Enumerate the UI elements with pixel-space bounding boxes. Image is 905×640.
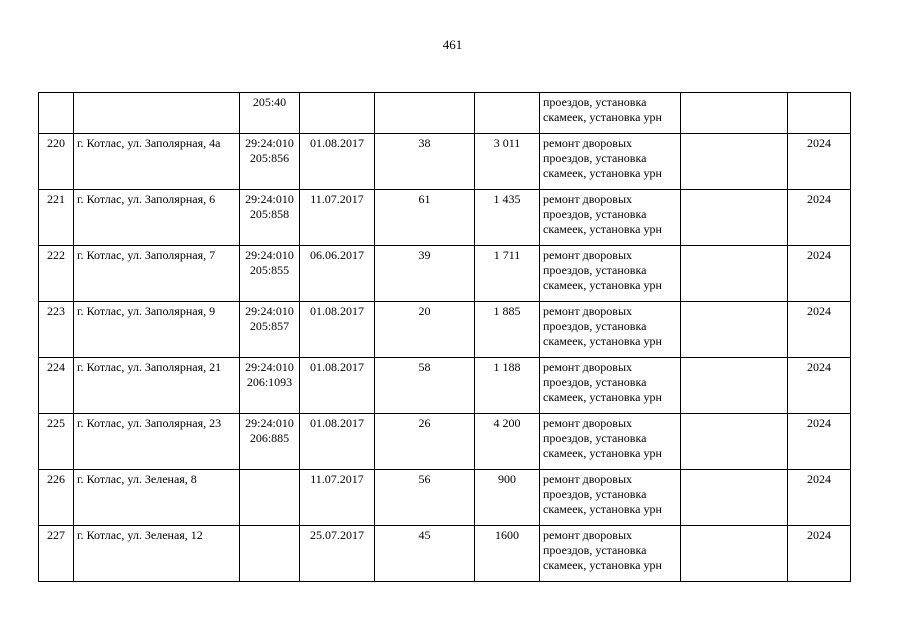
table-body <box>39 93 851 582</box>
cell-date <box>300 93 375 134</box>
cell-date: 01.08.2017 <box>300 134 375 190</box>
cell-number: 226 <box>39 470 74 526</box>
cell-area: 1600 <box>475 526 540 582</box>
cell-area: 1 885 <box>475 302 540 358</box>
cell-number: 227 <box>39 526 74 582</box>
cell-work: ремонт дворовых проездов, установка скамеек, установка урн <box>540 414 681 470</box>
cell-area: 4 200 <box>475 414 540 470</box>
cell-area: 1 711 <box>475 246 540 302</box>
table-row <box>39 358 851 414</box>
cell-area: 900 <box>475 470 540 526</box>
register-table <box>38 92 851 582</box>
cell-address: г. Котлас, ул. Заполярная, 6 <box>74 190 240 246</box>
cell-year: 2024 <box>788 134 851 190</box>
cell-year: 2024 <box>788 358 851 414</box>
cell-work: ремонт дворовых проездов, установка скамеек, установка урн <box>540 526 681 582</box>
cell-count <box>375 93 475 134</box>
cell-count: 56 <box>375 470 475 526</box>
cell-count: 39 <box>375 246 475 302</box>
cell-date: 01.08.2017 <box>300 302 375 358</box>
cell-address: г. Котлас, ул. Заполярная, 9 <box>74 302 240 358</box>
cell-address: г. Котлас, ул. Заполярная, 21 <box>74 358 240 414</box>
cell-cadastral <box>240 470 300 526</box>
table-row-continuation <box>39 93 851 134</box>
cell-work: ремонт дворовых проездов, установка скамеек, установка урн <box>540 134 681 190</box>
cell-cadastral: 29:24:010 205:855 <box>240 246 300 302</box>
cell-number: 220 <box>39 134 74 190</box>
cell-blank <box>681 302 788 358</box>
cell-work: ремонт дворовых проездов, установка скамеек, установка урн <box>540 190 681 246</box>
cell-address: г. Котлас, ул. Зеленая, 8 <box>74 470 240 526</box>
cell-number: 221 <box>39 190 74 246</box>
cell-count: 61 <box>375 190 475 246</box>
cell-blank <box>681 190 788 246</box>
cell-blank <box>681 246 788 302</box>
cell-address: г. Котлас, ул. Заполярная, 7 <box>74 246 240 302</box>
cell-area: 3 011 <box>475 134 540 190</box>
cell-blank <box>681 526 788 582</box>
table-row <box>39 134 851 190</box>
cell-count: 26 <box>375 414 475 470</box>
cell-work: ремонт дворовых проездов, установка скамеек, установка урн <box>540 302 681 358</box>
cell-area <box>475 93 540 134</box>
cell-address: г. Котлас, ул. Заполярная, 23 <box>74 414 240 470</box>
cell-year: 2024 <box>788 414 851 470</box>
cell-date: 11.07.2017 <box>300 470 375 526</box>
table-row <box>39 470 851 526</box>
cell-blank <box>681 358 788 414</box>
cell-cadastral: 29:24:010 205:858 <box>240 190 300 246</box>
table-row <box>39 526 851 582</box>
cell-number: 222 <box>39 246 74 302</box>
cell-date: 01.08.2017 <box>300 358 375 414</box>
cell-work: ремонт дворовых проездов, установка скамеек, установка урн <box>540 358 681 414</box>
table-row <box>39 414 851 470</box>
page-number: 461 <box>442 37 463 52</box>
cell-date: 11.07.2017 <box>300 190 375 246</box>
cell-count: 45 <box>375 526 475 582</box>
cell-count: 58 <box>375 358 475 414</box>
cell-number: 225 <box>39 414 74 470</box>
cell-date: 25.07.2017 <box>300 526 375 582</box>
cell-blank <box>681 93 788 134</box>
cell-work: ремонт дворовых проездов, установка скамеек, установка урн <box>540 470 681 526</box>
cell-area: 1 435 <box>475 190 540 246</box>
cell-count: 20 <box>375 302 475 358</box>
cell-year: 2024 <box>788 470 851 526</box>
cell-cadastral: 29:24:010 206:885 <box>240 414 300 470</box>
cell-blank <box>681 414 788 470</box>
cell-number <box>39 93 74 134</box>
cell-year <box>788 93 851 134</box>
cell-cadastral: 29:24:010 205:857 <box>240 302 300 358</box>
table-row <box>39 302 851 358</box>
cell-cadastral: 29:24:010 206:1093 <box>240 358 300 414</box>
cell-area: 1 188 <box>475 358 540 414</box>
cell-count: 38 <box>375 134 475 190</box>
cell-date: 06.06.2017 <box>300 246 375 302</box>
cell-year: 2024 <box>788 526 851 582</box>
cell-year: 2024 <box>788 302 851 358</box>
cell-cadastral: 29:24:010 205:856 <box>240 134 300 190</box>
cell-cadastral <box>240 526 300 582</box>
cell-address: г. Котлас, ул. Заполярная, 4а <box>74 134 240 190</box>
table-row <box>39 246 851 302</box>
table-row <box>39 190 851 246</box>
cell-year: 2024 <box>788 190 851 246</box>
cell-work: проездов, установка скамеек, установка урн <box>540 93 681 134</box>
cell-number: 224 <box>39 358 74 414</box>
cell-date: 01.08.2017 <box>300 414 375 470</box>
cell-cadastral: 205:40 <box>240 93 300 134</box>
cell-number: 223 <box>39 302 74 358</box>
cell-blank <box>681 134 788 190</box>
cell-blank <box>681 470 788 526</box>
cell-address: г. Котлас, ул. Зеленая, 12 <box>74 526 240 582</box>
cell-year: 2024 <box>788 246 851 302</box>
cell-address <box>74 93 240 134</box>
cell-work: ремонт дворовых проездов, установка скамеек, установка урн <box>540 246 681 302</box>
